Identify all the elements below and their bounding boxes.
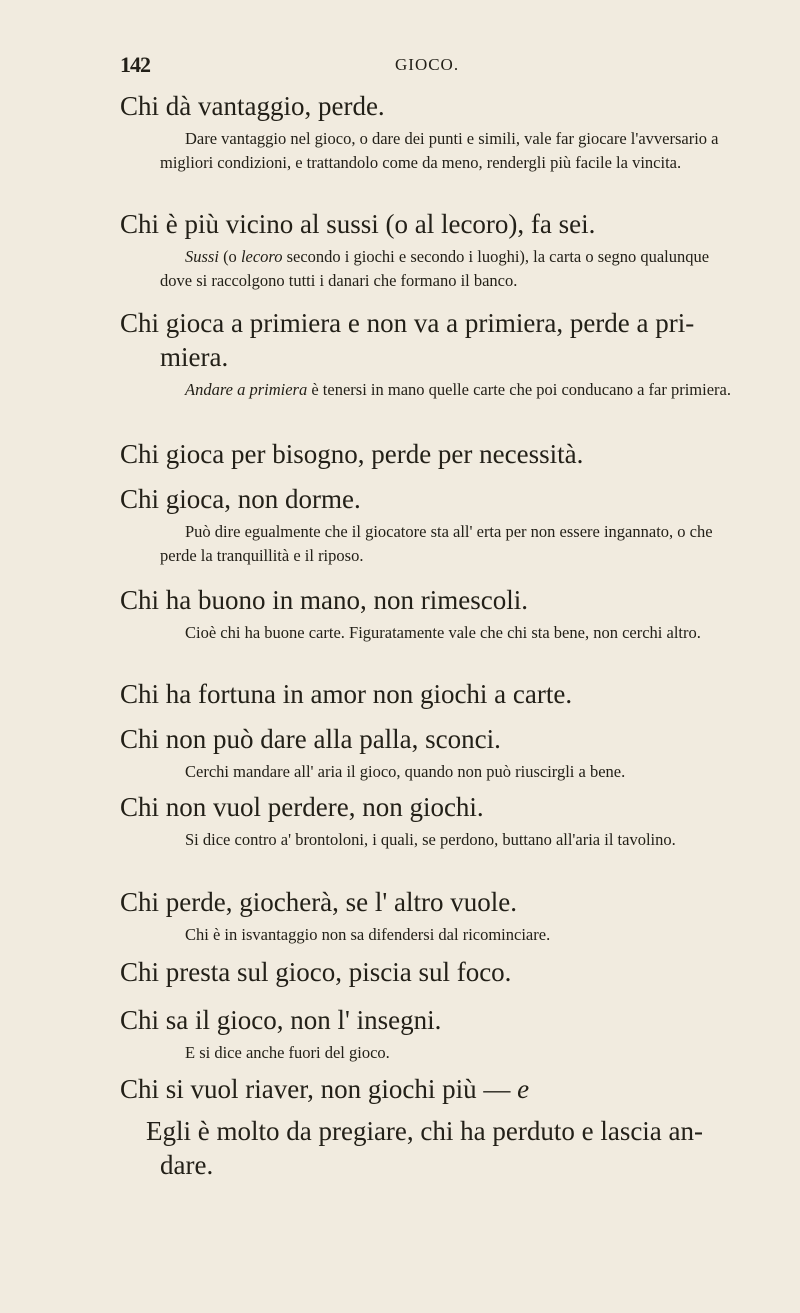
proverb-entry: [120, 1003, 740, 1065]
proverb-entry: [120, 89, 740, 175]
proverb-entry: [120, 790, 740, 852]
gloss: Cerchi mandare all' aria il gioco, quando non può riuscirgli a bene.: [185, 762, 626, 781]
proverb: Chi dà vantaggio, perde.: [120, 91, 385, 121]
proverb: Chi gioca, non dorme.: [120, 484, 361, 514]
proverb-entry: [120, 1114, 740, 1182]
gloss-term: lecoro: [240, 247, 283, 266]
gloss: E si dice anche fuori del gioco.: [185, 1043, 390, 1062]
proverb: Chi presta sul gioco, piscia sul foco.: [120, 957, 512, 987]
proverb-entry: [120, 1072, 740, 1106]
proverb: Chi si vuol riaver, non giochi più — e: [120, 1074, 530, 1104]
proverb-entry: [120, 207, 740, 293]
proverb-entry: [120, 722, 740, 784]
gloss: Sussi (o lecoro secondo i giochi e secondo i luoghi), la carta o segno qualunque dove si raccolgono tutti i danari che formano il banco.: [160, 247, 710, 290]
proverb: Chi gioca per bisogno, perde per necessità.: [120, 439, 584, 469]
page-number: 142: [120, 52, 150, 77]
proverb: Chi perde, giocherà, se l' altro vuole.: [120, 887, 517, 917]
gloss: Andare a primiera è tenersi in mano quelle carte che poi conducano a far primiera.: [185, 380, 731, 399]
proverb: Egli è molto da pregiare, chi ha perduto e lascia an- dare.: [146, 1116, 704, 1180]
proverb-entry: [120, 583, 740, 645]
proverb: Chi sa il gioco, non l' insegni.: [120, 1005, 442, 1035]
proverb: Chi gioca a primiera e non va a primiera, perde a pri- miera.: [120, 308, 695, 372]
proverb-entry: [120, 437, 740, 471]
proverb: Chi non vuol perdere, non giochi.: [120, 792, 484, 822]
gloss: Può dire egualmente che il giocatore sta all' erta per non essere ingannato, o che perde la tranquillità e il riposo.: [160, 522, 713, 565]
gloss-term: Sussi: [185, 247, 219, 266]
proverb: Chi ha buono in mano, non rimescoli.: [120, 585, 528, 615]
proverb-entry: [120, 306, 740, 402]
page-header: [0, 52, 800, 82]
gloss: Chi è in isvantaggio non sa difendersi dal ricominciare.: [185, 925, 551, 944]
proverb: Chi è più vicino al sussi (o al lecoro), fa sei.: [120, 209, 596, 239]
proverb-entry: [120, 955, 740, 989]
proverb-entry: [120, 885, 740, 947]
gloss: Si dice contro a' brontoloni, i quali, se perdono, buttano all'aria il tavolino.: [185, 830, 676, 849]
proverb: Chi non può dare alla palla, sconci.: [120, 724, 501, 754]
proverb: Chi ha fortuna in amor non giochi a carte.: [120, 679, 573, 709]
gloss-term: Andare a primiera: [185, 380, 308, 399]
proverb-entry: [120, 677, 740, 711]
proverb-entry: [120, 482, 740, 568]
gloss: Dare vantaggio nel gioco, o dare dei punti e simili, vale far giocare l'avversario a migliori condizioni, e trattandolo come da meno, rendergli più facile la vincita.: [160, 129, 719, 172]
running-title: GIOCO.: [395, 55, 460, 74]
gloss: Cioè chi ha buone carte. Figuratamente vale che chi sta bene, non cerchi altro.: [185, 623, 701, 642]
